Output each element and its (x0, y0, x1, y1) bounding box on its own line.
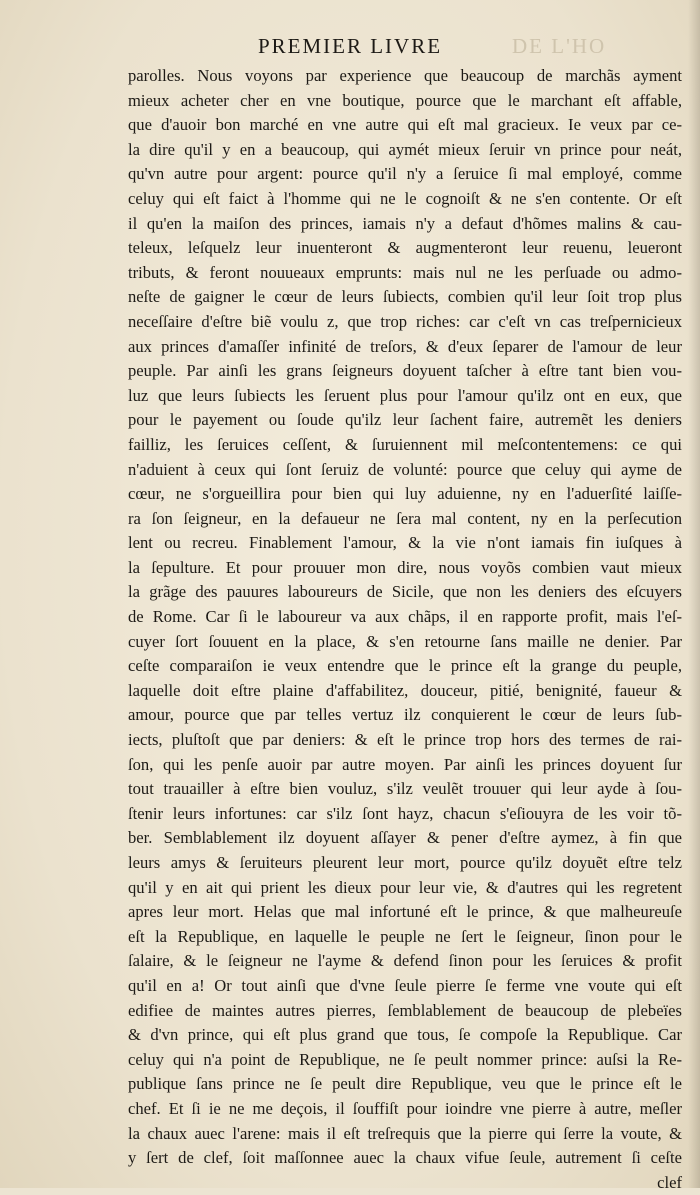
text-line: pour le payement ou ſoude qu'ilz leur ſachent faire, autremẽt les deniers (128, 410, 682, 430)
text-line: ber. Semblablement ilz doyuent aſſayer & pener d'eſtre aymez, à fin que (128, 828, 682, 848)
text-line: que d'auoir bon marché en vne autre qui eſt mal gracieux. Ie veux par ce- (128, 115, 682, 135)
text-line: lent ou recreu. Finablement l'amour, & la vie n'ont iamais fin iuſques à (128, 533, 682, 553)
text-line: la chaux auec l'arene: mais il eſt treſrequis que la pierre qui ſerre la voute, & (128, 1123, 682, 1143)
page-gutter-shadow (688, 0, 700, 1188)
text-line: de Rome. Car ſi le laboureur va aux chãps, il en rapporte profit, mais l'eſ- (128, 607, 682, 627)
text-line: leurs amys & ſeruiteurs pleurent leur mort, pource qu'ilz doyuẽt eſtre telz (128, 853, 682, 872)
text-line: ſalaire, & le ſeigneur ne l'ayme & defend ſinon pour les ſeruices & profit (128, 951, 682, 971)
body-text (128, 64, 682, 1195)
text-line: aux princes d'amaſſer infinité de treſors, & d'eux ſeparer de l'amour de leur (128, 336, 682, 356)
running-head: PREMIER LIVRE (257, 34, 443, 58)
text-line: apres leur mort. Helas que mal infortuné eſt le prince, & que malheureuſe (128, 902, 682, 922)
text-line: luz que leurs ſubiects les ſeruent plus pour l'amour qu'ilz ont en eux, que (128, 385, 682, 405)
bleed-through-head: DE L'HO (512, 34, 607, 58)
text-line: amour, pource que par telles vertuz ilz conquierent le cœur de leurs ſub- (128, 705, 682, 725)
text-line: y ſert de clef, ſoit maſſonnee auec la chaux vifue ſeule, autrement ſi ceſte (128, 1148, 682, 1168)
text-line: la ſepulture. Et pour prouuer mon dire, nous voyõs combien vaut mieux (128, 557, 682, 577)
text-line: eſt la Republique, en laquelle le peuple ne ſert le ſeigneur, ſinon pour le (128, 926, 682, 946)
text-line: ra ſon ſeigneur, en la defaueur ne ſera mal content, ny en la perſecution (128, 508, 682, 528)
text-line: ſon, qui les penſe auoir par autre moyen. Par ainſi les princes doyuent ſur (128, 754, 682, 774)
text-line: celuy qui eſt faict à l'homme qui ne le cognoiſt & ne s'en contente. Or eſt (128, 188, 682, 208)
text-line: parolles. Nous voyons par experience que beaucoup de marchãs ayment (128, 66, 682, 85)
text-line: cœur, ne s'orgueillira pour bien qui luy aduienne, ny en l'aduerſité laiſſe- (128, 484, 682, 504)
text-line: tout trauailler à eſtre bien vouluz, s'ilz veulẽt trouuer qui leur ayde à ſou- (128, 779, 682, 799)
text-line: celuy qui n'a point de Republique, ne ſe peult nommer prince: auſsi la Re- (128, 1049, 682, 1069)
text-line: neſte de gaigner le cœur de leurs ſubiects, combien qu'il leur ſoit trop plus (128, 287, 682, 307)
text-line: qu'il y en ait qui prient les dieux pour leur vie, & d'autres qui les regretent (128, 877, 682, 897)
text-line: mieux acheter cher en vne boutique, pource que le marchant eſt affable, (128, 90, 682, 110)
text-line: clef (657, 1172, 682, 1192)
text-line: teleux, leſquelz leur inuenteront & augmenteront leur reuenu, leueront (128, 238, 682, 258)
text-line: chef. Et ſi ie ne me deçois, il ſouffiſt pour ioindre vne pierre à autre, meſler (128, 1098, 682, 1118)
text-line: ceſte comparaiſon ie veux entendre que le prince eſt la grange du peuple, (128, 656, 682, 676)
text-line: qu'vn autre pour argent: pource qu'il n'y a ſeruice ſi mal employé, comme (128, 164, 682, 184)
text-line: il qu'en la maiſon des princes, iamais n'y a defaut d'hõmes malins & cau- (128, 213, 682, 233)
text-line: peuple. Par ainſi les grans ſeigneurs doyuent taſcher à eſtre tant bien vou- (128, 361, 682, 381)
text-line: & d'vn prince, qui eſt plus grand que tous, ſe compoſe la Republique. Car (128, 1025, 682, 1045)
text-line: ſtenir leurs infortunes: car s'ilz ſont hayz, chacun s'eſiouyra de les voir tõ- (128, 803, 682, 823)
text-line: publique ſans prince ne ſe peult dire Republique, veu que le prince eſt le (128, 1074, 682, 1094)
text-line: tributs, & feront nouueaux emprunts: mais nul ne les perſuade ou admo- (128, 262, 682, 282)
text-line: laquelle doit eſtre plaine d'affabilitez, douceur, pitié, benignité, faueur & (128, 680, 682, 700)
text-line: iects, pluſtoſt que par deniers: & eſt le prince trop hors des termes de rai- (128, 730, 682, 750)
text-line: n'aduient à ceux qui ſont ſeruiz de volunté: pource que celuy qui ayme de (128, 459, 682, 479)
text-line: cuyer ſort ſouuent en la place, & s'en retourne ſans maille ne denier. Par (128, 631, 682, 651)
text-line: qu'il en a! Or tout ainſi que d'vne ſeule pierre ſe ferme vne voute qui eſt (128, 975, 682, 995)
text-line: edifiee de maintes autres pierres, ſemblablement de beaucoup de plebeïes (128, 1000, 682, 1020)
text-line: la grãge des pauures laboureurs de Sicile, que non les deniers des eſcuyers (128, 582, 682, 602)
text-line: neceſſaire d'eſtre biẽ voulu z, que trop riches: car c'eſt vn cas treſpernicieux (128, 311, 682, 331)
text-line: la dire qu'il y en a beaucoup, qui aymét mieux ſeruir vn prince pour neát, (128, 139, 682, 159)
text-line: failliz, les ſeruices ceſſent, & ſuruiennent mil meſcontentemens: ce qui (128, 434, 682, 454)
